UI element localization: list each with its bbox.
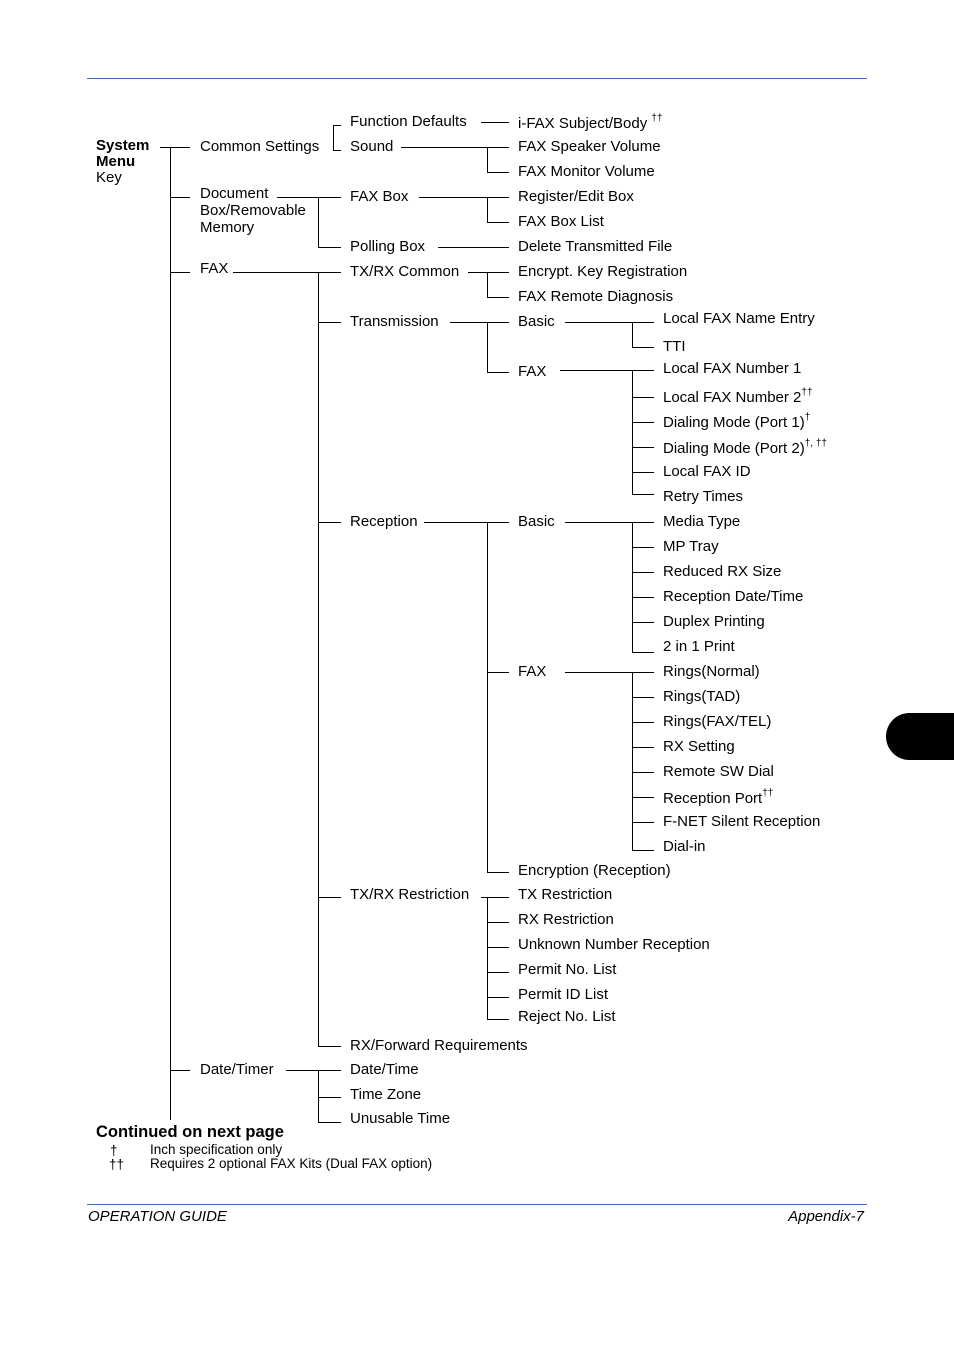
chapter-tab (886, 713, 954, 760)
dagger-mark: †, †† (804, 438, 827, 449)
txrx-restriction-label: TX/RX Restriction (350, 886, 470, 903)
mp-tray-label: MP Tray (663, 538, 719, 555)
fax-box-list-label: FAX Box List (518, 213, 604, 230)
tx-restriction-label: TX Restriction (518, 886, 613, 903)
function-defaults-label: Function Defaults (350, 113, 467, 130)
tti-label: TTI (663, 338, 686, 355)
dialing-mode-port1-label: Dialing Mode (Port 1)† (663, 412, 811, 431)
tx-fax-label: FAX (518, 363, 547, 380)
transmission-label: Transmission (350, 313, 439, 330)
rx-basic-label: Basic (518, 513, 555, 530)
polling-box-label: Polling Box (350, 238, 426, 255)
bottom-rule (87, 1204, 867, 1205)
register-edit-box-label: Register/Edit Box (518, 188, 634, 205)
dagger-mark: † (804, 412, 811, 423)
encrypt-key-registration-label: Encrypt. Key Registration (518, 263, 688, 280)
rx-restriction-label: RX Restriction (518, 911, 614, 928)
footer-guide-title: OPERATION GUIDE (88, 1208, 227, 1225)
rings-tad-label: Rings(TAD) (663, 688, 741, 705)
tx-basic-label: Basic (518, 313, 555, 330)
date-timer-label: Date/Timer (200, 1061, 274, 1078)
ifax-subject-label: i-FAX Subject/Body †† (518, 113, 663, 132)
footnote-symbol: †† (109, 1157, 125, 1172)
dagger-mark: †† (651, 113, 663, 124)
rx-forward-label: RX/Forward Requirements (350, 1037, 528, 1054)
media-type-label: Media Type (663, 513, 741, 530)
rx-setting-label: RX Setting (663, 738, 735, 755)
reception-port-label: Reception Port†† (663, 788, 774, 807)
rx-fax-label: FAX (518, 663, 547, 680)
document-box-label: Document Box/Removable Memory (200, 185, 306, 236)
duplex-printing-label: Duplex Printing (663, 613, 765, 630)
dagger-mark: †† (762, 788, 774, 799)
footnote-symbol: † (110, 1143, 118, 1158)
dagger-mark: †† (801, 387, 813, 398)
common-settings-label: Common Settings (200, 138, 320, 155)
time-zone-label: Time Zone (350, 1086, 422, 1103)
local-fax-id-label: Local FAX ID (663, 463, 751, 480)
continued-note: Continued on next page (96, 1123, 284, 1141)
local-fax-number-2-label: Local FAX Number 2†† (663, 387, 813, 406)
rings-normal-label: Rings(Normal) (663, 663, 760, 680)
dial-in-label: Dial-in (663, 838, 706, 855)
reception-label: Reception (350, 513, 418, 530)
fax-label: FAX (200, 260, 229, 277)
retry-times-label: Retry Times (663, 488, 744, 505)
encryption-reception-label: Encryption (Reception) (518, 862, 671, 879)
fax-monitor-volume-label: FAX Monitor Volume (518, 163, 655, 180)
fnet-silent-reception-label: F-NET Silent Reception (663, 813, 821, 830)
fax-remote-diagnosis-label: FAX Remote Diagnosis (518, 288, 674, 305)
sound-label: Sound (350, 138, 394, 155)
remote-sw-dial-label: Remote SW Dial (663, 763, 774, 780)
top-rule (87, 78, 867, 79)
dialing-mode-port2-label: Dialing Mode (Port 2)†, †† (663, 438, 827, 457)
local-fax-number-1-label: Local FAX Number 1 (663, 360, 802, 377)
footnote-text: Inch specification only (150, 1142, 283, 1157)
footer-page-number: Appendix-7 (788, 1208, 864, 1225)
delete-transmitted-file-label: Delete Transmitted File (518, 238, 673, 255)
footnote-text: Requires 2 optional FAX Kits (Dual FAX option) (150, 1156, 433, 1171)
unknown-number-reception-label: Unknown Number Reception (518, 936, 710, 953)
permit-no-list-label: Permit No. List (518, 961, 617, 978)
permit-id-list-label: Permit ID List (518, 986, 609, 1003)
system-menu-key: System Menu Key (96, 137, 150, 186)
reject-no-list-label: Reject No. List (518, 1008, 616, 1025)
reduced-rx-size-label: Reduced RX Size (663, 563, 782, 580)
rings-fax-tel-label: Rings(FAX/TEL) (663, 713, 772, 730)
date-time-label: Date/Time (350, 1061, 419, 1078)
reception-date-time-label: Reception Date/Time (663, 588, 804, 605)
txrx-common-label: TX/RX Common (350, 263, 460, 280)
local-fax-name-entry-label: Local FAX Name Entry (663, 310, 815, 327)
fax-box-label: FAX Box (350, 188, 409, 205)
fax-speaker-volume-label: FAX Speaker Volume (518, 138, 661, 155)
two-in-one-print-label: 2 in 1 Print (663, 638, 735, 655)
unusable-time-label: Unusable Time (350, 1110, 451, 1127)
